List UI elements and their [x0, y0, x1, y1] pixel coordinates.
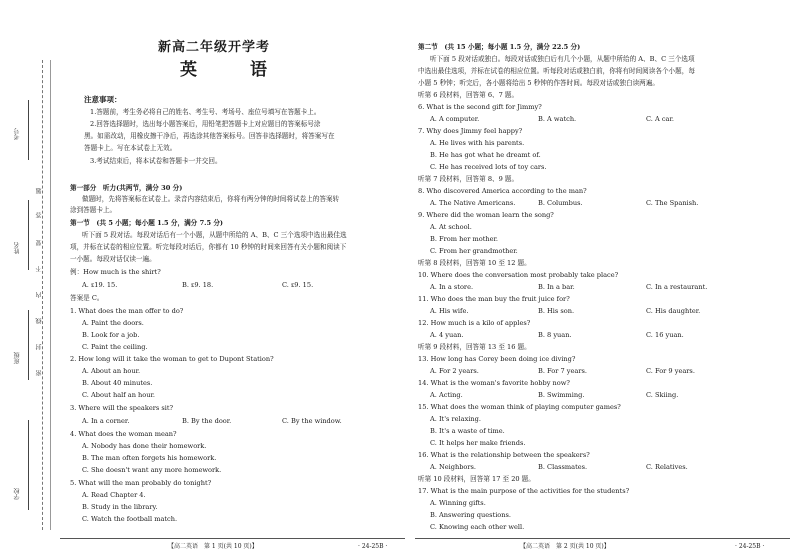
question-stem: 1. What does the man offer to do? — [70, 307, 184, 315]
school-field[interactable] — [28, 420, 29, 510]
question-stem: 5. What will the man probably do tonight? — [70, 479, 212, 487]
option: C. She doesn't want any more homework. — [82, 466, 222, 474]
exam-number-field[interactable] — [28, 100, 29, 160]
option: A. A computer. — [430, 115, 480, 123]
page-footer: 【高二英语 第 2 页(共 10 页)】 — [520, 543, 610, 550]
option: B. It's a waste of time. — [430, 427, 505, 435]
option: B. Study in the library. — [82, 503, 158, 511]
option: B. About 40 minutes. — [82, 379, 153, 387]
example-option: C. ₤9. 15. — [282, 281, 314, 289]
question-stem: 10. Where does the conversation most probably take place? — [418, 271, 619, 279]
option: C. His daughter. — [646, 307, 701, 315]
question-stem: 9. Where did the woman learn the song? — [418, 211, 554, 219]
question-stem: 8. Who discovered America according to the man? — [418, 187, 587, 195]
section2-intro: 中选出最佳选项，并标在试卷的相应位置。听每段对话或独白前，你将有时间阅读各个小题，每 — [418, 67, 695, 75]
seal-char: 题 — [36, 188, 43, 194]
material-label: 听第 6 段材料，回答第 6、7 题。 — [418, 91, 519, 99]
option: A. In a corner. — [82, 417, 130, 425]
school-label: 学校 — [14, 488, 21, 500]
seal-char: 要 — [36, 240, 43, 246]
exam-number-label: 考号 — [14, 128, 21, 140]
question-stem: 14. What is the woman's favorite hobby now? — [418, 379, 570, 387]
page-code: · 24-25B · — [358, 543, 388, 550]
section1-heading: 第一节 (共 5 小题；每小题 1.5 分，满分 7.5 分) — [70, 219, 224, 227]
option: B. His son. — [538, 307, 575, 315]
option: C. Relatives. — [646, 463, 688, 471]
section1-intro: 听下面 5 段对话。每段对话后有一个小题，从题中所给的 A、B、C 三个选项中选出最佳选 — [82, 231, 347, 239]
option: C. It helps her make friends. — [430, 439, 526, 447]
option: B. He has got what he dreamt of. — [430, 151, 541, 159]
option: A. For 2 years. — [430, 367, 479, 375]
option: A. Neighbors. — [430, 463, 477, 471]
question-stem: 6. What is the second gift for Jimmy? — [418, 103, 542, 111]
option: A. He lives with his parents. — [430, 139, 525, 147]
seal-char: 线 — [36, 318, 43, 324]
question-stem: 13. How long has Corey been doing ice diving? — [418, 355, 576, 363]
seal-char: 封 — [36, 344, 43, 350]
question-stem: 4. What does the woman mean? — [70, 430, 177, 438]
option: A. About an hour. — [82, 367, 141, 375]
section2-intro: 小题 5 秒钟；听完后，各小题将给出 5 秒钟的作答时间。每段对话或独白读两遍。 — [418, 79, 659, 87]
page-code: · 24-25B · — [735, 543, 765, 550]
option: A. Winning gifts. — [430, 499, 486, 507]
question-stem: 12. How much is a kilo of apples? — [418, 319, 531, 327]
seal-char: 密 — [36, 370, 43, 376]
option: B. The man often forgets his homework. — [82, 454, 217, 462]
option: C. The Spanish. — [646, 199, 699, 207]
footer-rule — [415, 538, 790, 539]
part1-intro: 做题时，先将答案标在试卷上。录音内容结束后，你将有两分钟的时间将试卷上的答案转 — [82, 195, 340, 203]
section1-intro: 一小题。每段对话仅读一遍。 — [70, 255, 156, 263]
option: A. Read Chapter 4. — [82, 491, 146, 499]
option: B. From her mother. — [430, 235, 499, 243]
option: C. 16 yuan. — [646, 331, 684, 339]
seal-char: 答 — [36, 212, 43, 218]
option: C. About half an hour. — [82, 391, 156, 399]
notice-item: 1.答题前，考生务必将自己的姓名、考生号、考场号、座位号填写在答题卡上。 — [90, 108, 321, 116]
name-label: 姓名 — [14, 242, 21, 254]
option: A. In a store. — [430, 283, 474, 291]
example-answer: 答案是 C。 — [70, 294, 104, 302]
option: C. Watch the football match. — [82, 515, 178, 523]
option: A. His wife. — [430, 307, 469, 315]
material-label: 听第 10 段材料，回答第 17 至 20 题。 — [418, 475, 535, 483]
option: C. For 9 years. — [646, 367, 695, 375]
option: A. It's relaxing. — [430, 415, 481, 423]
option: C. In a restaurant. — [646, 283, 708, 291]
binding-strip — [0, 0, 60, 560]
option: C. Paint the ceiling. — [82, 343, 148, 351]
question-stem: 2. How long will it take the woman to get to Dupont Station? — [70, 355, 274, 363]
notice-item: 黑。如需改动，用橡皮擦干净后，再选涂其他答案标号。回答非选择题时，将答案写在 — [84, 132, 335, 140]
option: A. Paint the doors. — [82, 319, 144, 327]
option: B. Columbus. — [538, 199, 583, 207]
option: A. At school. — [430, 223, 472, 231]
option: B. Swimming. — [538, 391, 585, 399]
example-option: B. ₤9. 18. — [182, 281, 214, 289]
question-stem: 17. What is the main purpose of the activities for the students? — [418, 487, 630, 495]
question-stem: 7. Why does Jimmy feel happy? — [418, 127, 523, 135]
option: A. Acting. — [430, 391, 463, 399]
option: C. A car. — [646, 115, 675, 123]
question-stem: 11. Who does the man buy the fruit juice for? — [418, 295, 570, 303]
option: C. From her grandmother. — [430, 247, 518, 255]
option: B. Answering questions. — [430, 511, 512, 519]
material-label: 听第 8 段材料，回答第 10 至 12 题。 — [418, 259, 531, 267]
option: B. 8 yuan. — [538, 331, 572, 339]
option: A. 4 yuan. — [430, 331, 464, 339]
seal-char: 内 — [36, 292, 43, 298]
section1-intro: 项，并标在试卷的相应位置。听完每段对话后，你都有 10 秒钟的时间来回答有关小题和阅读下 — [70, 243, 347, 251]
section2-intro: 听下面 5 段对话或独白。每段对话或独白后有几个小题，从题中所给的 A、B、C 三个选项 — [430, 55, 695, 63]
notice-item: 3.考试结束后，将本试卷和答题卡一并交回。 — [90, 157, 222, 165]
option: B. Classmates. — [538, 463, 588, 471]
section2-heading: 第二节 (共 15 小题；每小题 1.5 分，满分 22.5 分) — [418, 43, 581, 51]
exam-subject: 英 语 — [180, 60, 285, 80]
binding-line — [50, 60, 51, 530]
option: C. Knowing each other well. — [430, 523, 525, 531]
question-stem: 15. What does the woman think of playing computer games? — [418, 403, 621, 411]
name-field[interactable] — [28, 200, 29, 270]
class-label: 班级 — [14, 352, 21, 364]
material-label: 听第 9 段材料，回答第 13 至 16 题。 — [418, 343, 531, 351]
option: B. A watch. — [538, 115, 577, 123]
seal-char: 不 — [36, 266, 43, 272]
part1-intro: 涂到答题卡上。 — [70, 206, 117, 214]
part1-heading: 第一部分 听力(共两节，满分 30 分) — [70, 184, 183, 192]
question-stem: 16. What is the relationship between the speakers? — [418, 451, 590, 459]
option: B. Look for a job. — [82, 331, 140, 339]
question-stem: 3. Where will the speakers sit? — [70, 404, 174, 412]
option: A. The Native Americans. — [430, 199, 516, 207]
option: A. Nobody has done their homework. — [82, 442, 207, 450]
option: B. In a bar. — [538, 283, 575, 291]
notice-item: 2.回答选择题时，选出每小题答案后，用铅笔把答题卡上对应题目的答案标号涂 — [90, 120, 321, 128]
option: B. By the door. — [182, 417, 232, 425]
option: C. By the window. — [282, 417, 342, 425]
notice-heading: 注意事项： — [84, 95, 122, 104]
example-stem: 例：How much is the shirt? — [70, 268, 161, 276]
example-option: A. ₤19. 15. — [82, 281, 118, 289]
option: C. He has received lots of toy cars. — [430, 163, 547, 171]
option: C. Skiing. — [646, 391, 679, 399]
material-label: 听第 7 段材料，回答第 8、9 题。 — [418, 175, 519, 183]
footer-rule — [60, 538, 405, 539]
page-footer: 【高二英语 第 1 页(共 10 页)】 — [168, 543, 258, 550]
option: B. For 7 years. — [538, 367, 587, 375]
notice-item: 答题卡上。写在本试卷上无效。 — [84, 144, 177, 152]
class-field[interactable] — [28, 310, 29, 380]
exam-title: 新高二年级开学考 — [158, 40, 271, 55]
